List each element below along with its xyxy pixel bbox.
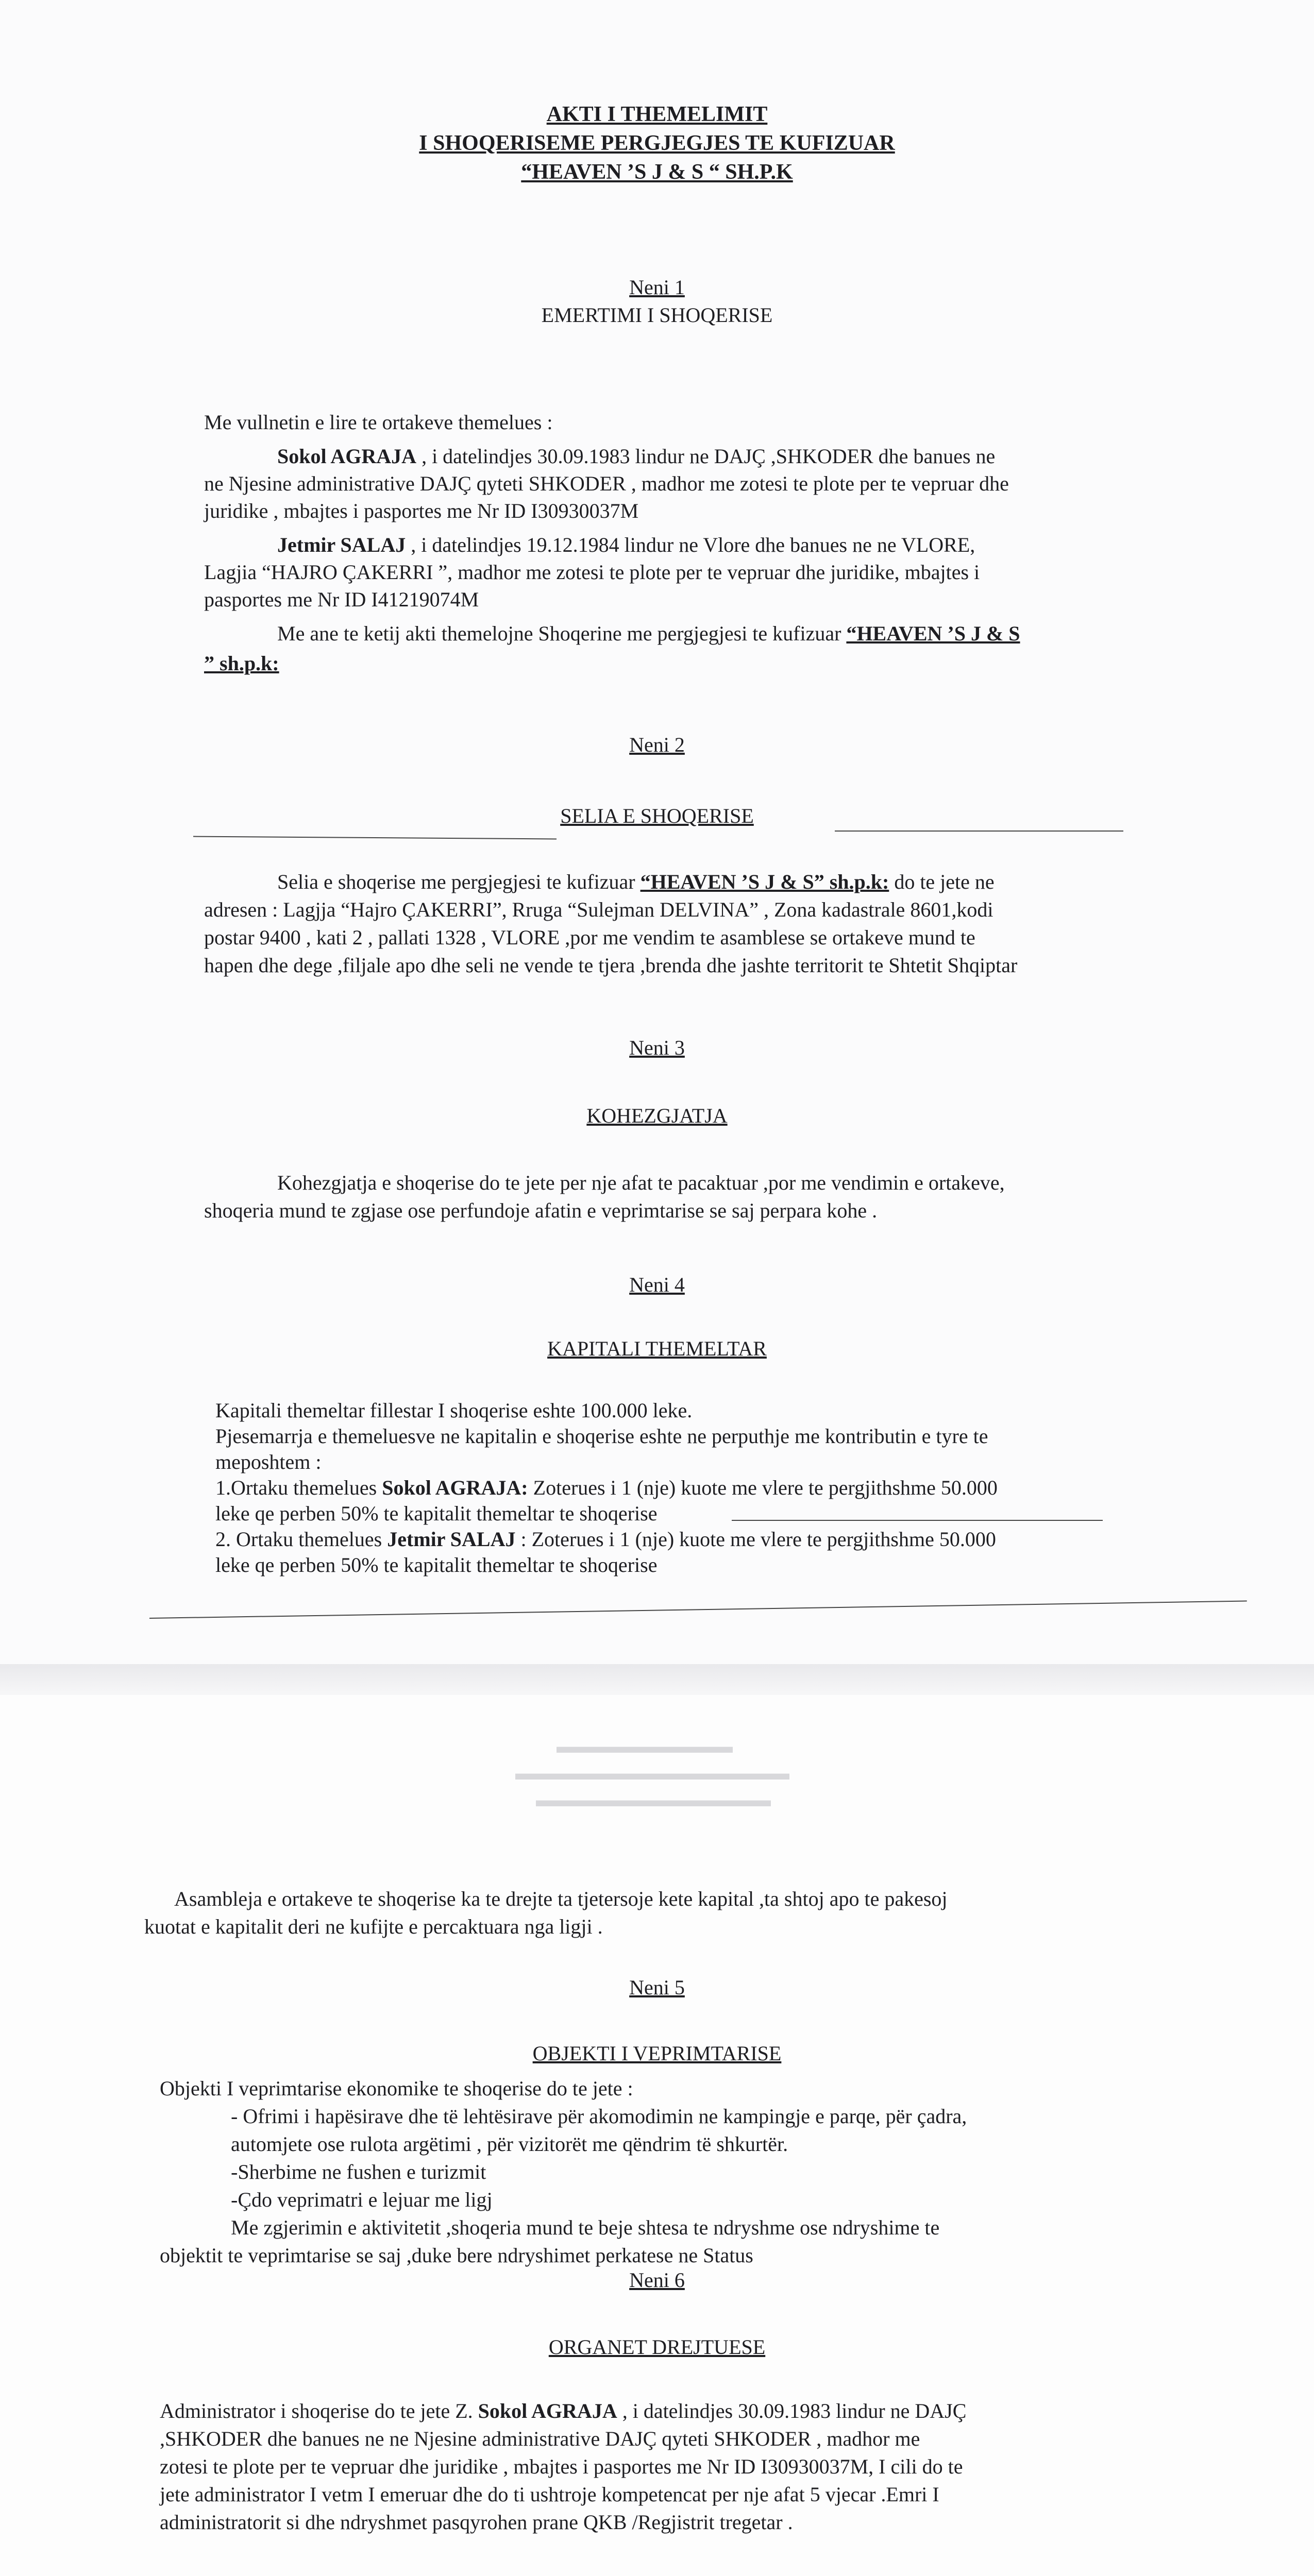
neni-6-heading: Neni 6 <box>629 2268 685 2292</box>
document-title-line-2: I SHOQERISEME PERGJEGJES TE KUFIZUAR <box>419 131 895 155</box>
founder-2-line-2: Lagjia “HAJRO ÇAKERRI ”, madhor me zotesi te plote per te vepruar dhe juridike, mbajtes i <box>204 561 980 584</box>
founder-1-line-3: juridike , mbajtes i pasportes me Nr ID I30930037M <box>204 499 639 522</box>
activity-item-1-continued: automjete ose rulota argëtimi , për vizitorët me qëndrim të shkurtër. <box>231 2132 788 2156</box>
activity-item-1: - Ofrimi i hapësirave dhe të lehtësirave për akomodimin ne kampingje e parqe, për çadra, <box>231 2105 967 2128</box>
neni-6-line-5: administratorit si dhe ndryshmet pasqyrohen prane QKB /Regjistrit tregetar . <box>160 2511 793 2534</box>
neni-5-extra-line-1: Me zgjerimin e aktivitetit ,shoqeria mund te beje shtesa te ndryshme ose ndryshime te <box>231 2216 940 2239</box>
neni-1-heading: Neni 1 <box>629 276 685 299</box>
neni-6-subheading: ORGANET DREJTUESE <box>548 2335 766 2359</box>
neni-2-line-1: Selia e shoqerise me pergjegjesi te kufizuar “HEAVEN ’S J & S” sh.p.k: do te jete ne <box>277 870 995 893</box>
divider-line <box>732 1520 1103 1521</box>
neni-1-closing-line-1: Me ane te ketij akti themelojne Shoqerine me pergjegjesi te kufizuar “HEAVEN ’S J & S <box>277 622 1020 645</box>
founder-2-line-3: pasportes me Nr ID I41219074M <box>204 588 479 611</box>
neni-6-line-1: Administrator i shoqerise do te jete Z. Sokol AGRAJA , i datelindjes 30.09.1983 lindur ne DAJÇ <box>160 2399 967 2422</box>
page-gap <box>0 1664 1314 1695</box>
activity-item-2: -Sherbime ne fushen e turizmit <box>231 2160 486 2183</box>
owner-2-line-2: leke qe perben 50% te kapitalit themeltar te shoqerise <box>215 1553 658 1577</box>
divider-line <box>193 836 557 840</box>
bleed-through-mark: ▬▬▬▬▬▬▬▬▬▬▬▬▬▬ <box>515 1762 789 1784</box>
neni-4-line-3: meposhtem : <box>215 1450 322 1473</box>
neni-5-heading: Neni 5 <box>629 1976 685 1999</box>
divider-line <box>835 831 1123 832</box>
divider-line <box>149 1601 1247 1619</box>
neni-2-subheading: SELIA E SHOQERISE <box>560 804 754 827</box>
neni-1-subheading: EMERTIMI I SHOQERISE <box>541 303 773 327</box>
owner-2-line-1: 2. Ortaku themelues Jetmir SALAJ : Zoterues i 1 (nje) kuote me vlere te pergjithshme 50.000 <box>215 1528 996 1551</box>
neni-3-line-2: shoqeria mund te zgjase ose perfundoje afatin e veprimtarise se saj perpara kohe . <box>204 1199 878 1222</box>
document-title-line-3: “HEAVEN ’S J & S “ SH.P.K <box>521 160 793 184</box>
neni-6-line-4: jete administrator I vetm I emeruar dhe do ti ushtroje kompetencat per nje afat 5 vjecar .Emri I <box>160 2483 939 2506</box>
neni-5-extra-line-2: objektit te veprimtarise se saj ,duke bere ndryshimet perkatese ne Status <box>160 2244 753 2267</box>
founder-2-line-1: Jetmir SALAJ , i datelindjes 19.12.1984 lindur ne Vlore dhe banues ne ne VLORE, <box>277 533 975 556</box>
assembly-line-1: Asambleja e ortakeve te shoqerise ka te drejte ta tjetersoje kete kapital ,ta shtoj apo te pakesoj <box>174 1887 948 1910</box>
neni-4-heading: Neni 4 <box>629 1273 685 1296</box>
neni-2-line-3: postar 9400 , kati 2 , pallati 1328 , VLORE ,por me vendim te asamblese se ortakeve mund te <box>204 926 975 949</box>
founder-1-line-2: ne Njesine administrative DAJÇ qyteti SHKODER , madhor me zotesi te plote per te vepruar dhe <box>204 472 1009 495</box>
neni-2-heading: Neni 2 <box>629 733 685 756</box>
neni-3-subheading: KOHEZGJATJA <box>586 1104 728 1127</box>
neni-5-intro: Objekti I veprimtarise ekonomike te shoqerise do te jete : <box>160 2077 633 2100</box>
neni-5-subheading: OBJEKTI I VEPRIMTARISE <box>532 2042 782 2065</box>
neni-4-line-1: Kapitali themeltar fillestar I shoqerise eshte 100.000 leke. <box>215 1399 693 1422</box>
neni-6-line-3: zotesi te plote per te vepruar dhe juridike , mbajtes i pasportes me Nr ID I30930037M, I cili do te <box>160 2455 963 2478</box>
owner-1-line-2: leke qe perben 50% te kapitalit themeltar te shoqerise <box>215 1502 658 1525</box>
founder-2-name: Jetmir SALAJ <box>277 533 406 556</box>
neni-3-line-1: Kohezgjatja e shoqerise do te jete per nje afat te pacaktuar ,por me vendimin e ortakeve, <box>277 1171 1005 1194</box>
founder-1-name: Sokol AGRAJA <box>277 445 417 468</box>
document-title-line-1: AKTI I THEMELIMIT <box>546 103 768 126</box>
neni-4-subheading: KAPITALI THEMELTAR <box>547 1337 767 1360</box>
owner-1-line-1: 1.Ortaku themelues Sokol AGRAJA: Zoterues i 1 (nje) kuote me vlere te pergjithshme 50.000 <box>215 1476 998 1499</box>
neni-2-line-4: hapen dhe dege ,filjale apo dhe seli ne vende te tjera ,brenda dhe jashte territorit te Shtetit Shqiptar <box>204 954 1018 977</box>
activity-item-3: -Çdo veprimatri e lejuar me ligj <box>231 2188 493 2211</box>
bleed-through-mark: ▬▬▬▬▬▬▬▬▬▬▬▬ <box>536 1789 771 1811</box>
assembly-line-2: kuotat e kapitalit deri ne kufijte e percaktuara nga ligji . <box>144 1915 603 1938</box>
founder-1-line-1: Sokol AGRAJA , i datelindjes 30.09.1983 lindur ne DAJÇ ,SHKODER dhe banues ne <box>277 445 996 468</box>
document-page-2 <box>0 1695 1314 2576</box>
bleed-through-mark: ▬▬▬▬▬▬▬▬▬ <box>557 1736 733 1757</box>
neni-2-line-2: adresen : Lagjja “Hajro ÇAKERRI”, Rruga “Sulejman DELVINA” , Zona kadastrale 8601,kodi <box>204 898 993 921</box>
neni-4-line-2: Pjesemarrja e themeluesve ne kapitalin e shoqerise eshte ne perputhje me kontributin e tyre te <box>215 1425 988 1448</box>
neni-1-closing-line-2: ” sh.p.k: <box>204 652 279 675</box>
neni-3-heading: Neni 3 <box>629 1036 685 1059</box>
neni-6-line-2: ,SHKODER dhe banues ne ne Njesine administrative DAJÇ qyteti SHKODER , madhor me <box>160 2427 920 2450</box>
neni-1-intro: Me vullnetin e lire te ortakeve themelues : <box>204 411 553 434</box>
